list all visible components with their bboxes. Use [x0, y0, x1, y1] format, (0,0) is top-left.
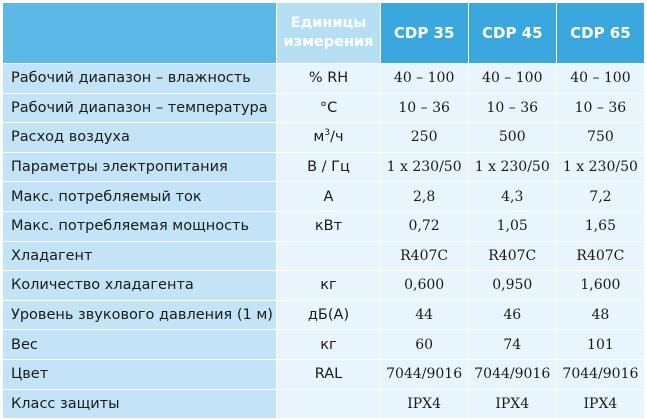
unit-cell: RAL [277, 359, 380, 389]
value-cell: 40 – 100 [468, 64, 556, 94]
specifications-table [2, 2, 645, 419]
value-cell: 101 [556, 330, 644, 360]
value-cell: 40 – 100 [556, 64, 644, 94]
table-row [3, 241, 645, 271]
units-header-line1: Единицы [290, 15, 367, 31]
table-row [3, 152, 645, 182]
parameter-header-cell [3, 3, 277, 64]
unit-cell [277, 389, 380, 419]
param-cell: Вес [3, 330, 277, 360]
value-cell: 10 – 36 [468, 93, 556, 123]
unit-cell: дБ(А) [277, 300, 380, 330]
param-cell: Количество хладагента [3, 271, 277, 301]
unit-cell: % RH [277, 64, 380, 94]
param-cell: Уровень звукового давления (1 м) [3, 300, 277, 330]
unit-cell: В / Гц [277, 152, 380, 182]
param-cell: Хладагент [3, 241, 277, 271]
value-cell: 4,3 [468, 182, 556, 212]
value-cell: 1,600 [556, 271, 644, 301]
value-cell: 2,8 [380, 182, 468, 212]
value-cell: IPX4 [380, 389, 468, 419]
unit-cell: кг [277, 271, 380, 301]
value-cell: 10 – 36 [380, 93, 468, 123]
value-cell: 1,65 [556, 211, 644, 241]
value-cell: 7044/9016 [380, 359, 468, 389]
value-cell: 10 – 36 [556, 93, 644, 123]
unit-cell: кВт [277, 211, 380, 241]
value-cell: IPX4 [556, 389, 644, 419]
value-cell: 7044/9016 [468, 359, 556, 389]
value-cell: 1 x 230/50 [380, 152, 468, 182]
value-cell: 250 [380, 123, 468, 153]
unit-base: м [313, 129, 325, 146]
value-cell: 40 – 100 [380, 64, 468, 94]
param-cell: Макс. потребляемый ток [3, 182, 277, 212]
table-row [3, 271, 645, 301]
value-cell: 1 x 230/50 [468, 152, 556, 182]
value-cell: 750 [556, 123, 644, 153]
model-header-cdp35: CDP 35 [380, 3, 468, 64]
value-cell: 46 [468, 300, 556, 330]
value-cell: 0,950 [468, 271, 556, 301]
table-row [3, 211, 645, 241]
units-header-cell [277, 3, 380, 64]
table-row [3, 389, 645, 419]
model-header-cdp45: CDP 45 [468, 3, 556, 64]
value-cell: 7044/9016 [556, 359, 644, 389]
table-header-row [3, 3, 645, 64]
param-cell: Цвет [3, 359, 277, 389]
param-cell: Параметры электропитания [3, 152, 277, 182]
table-row [3, 359, 645, 389]
unit-cell: °C [277, 93, 380, 123]
value-cell: 7,2 [556, 182, 644, 212]
table-row [3, 300, 645, 330]
unit-cell: А [277, 182, 380, 212]
unit-tail: /ч [330, 129, 344, 146]
param-cell: Класс защиты [3, 389, 277, 419]
param-cell: Расход воздуха [3, 123, 277, 153]
value-cell: 0,72 [380, 211, 468, 241]
value-cell: 1,05 [468, 211, 556, 241]
value-cell: R407C [556, 241, 644, 271]
value-cell: 0,600 [380, 271, 468, 301]
table-row [3, 330, 645, 360]
value-cell: R407C [380, 241, 468, 271]
table-row [3, 64, 645, 94]
units-header-line2: измерения [283, 34, 374, 50]
unit-cell [277, 123, 380, 153]
param-cell: Рабочий диапазон – температура [3, 93, 277, 123]
value-cell: 48 [556, 300, 644, 330]
model-header-cdp65: CDP 65 [556, 3, 644, 64]
value-cell: IPX4 [468, 389, 556, 419]
param-cell: Макс. потребляемая мощность [3, 211, 277, 241]
param-cell: Рабочий диапазон – влажность [3, 64, 277, 94]
value-cell: 500 [468, 123, 556, 153]
table-row [3, 182, 645, 212]
value-cell: 1 x 230/50 [556, 152, 644, 182]
value-cell: R407C [468, 241, 556, 271]
table-row [3, 93, 645, 123]
unit-superscript: 3 [324, 128, 331, 139]
table-row [3, 123, 645, 153]
value-cell: 74 [468, 330, 556, 360]
value-cell: 60 [380, 330, 468, 360]
unit-cell [277, 241, 380, 271]
value-cell: 44 [380, 300, 468, 330]
unit-cell: кг [277, 330, 380, 360]
